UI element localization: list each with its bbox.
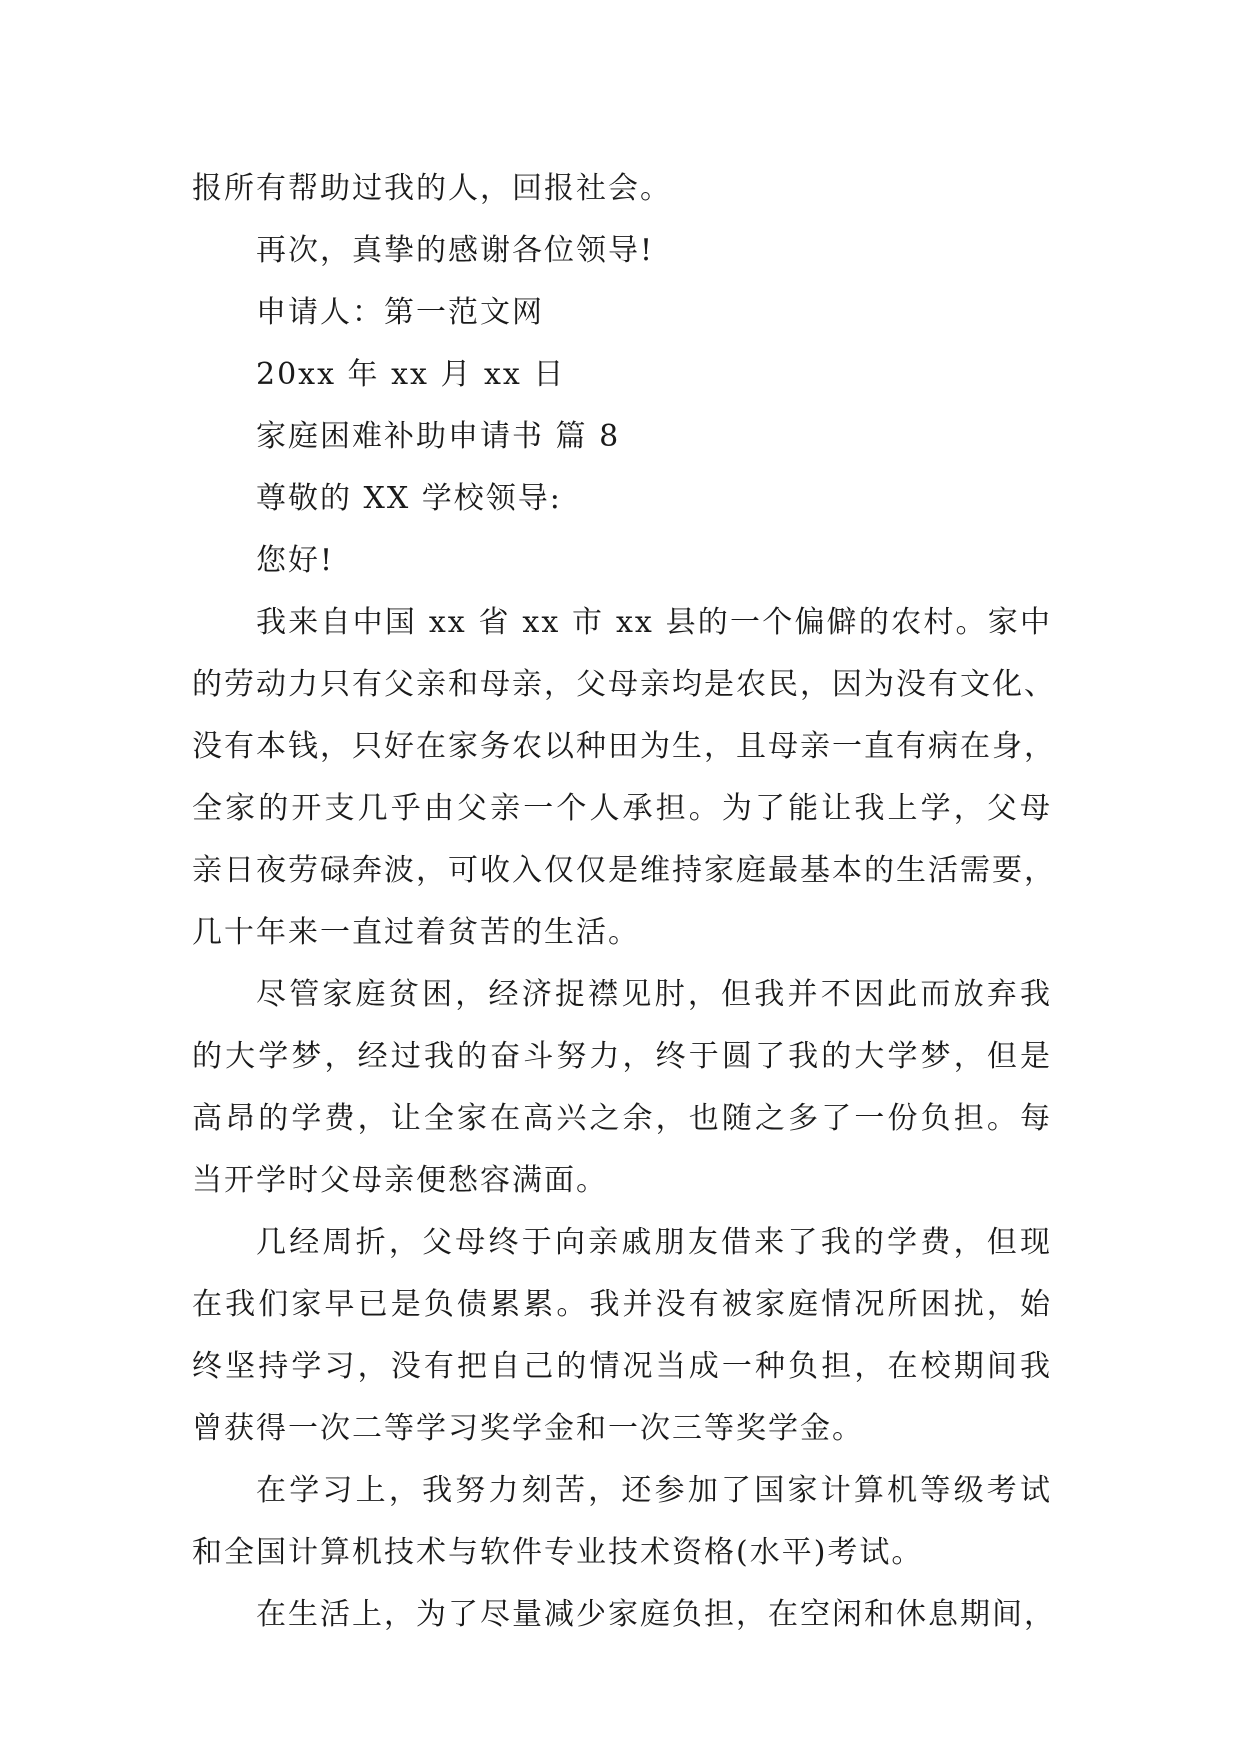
text-line: 亲日夜劳碌奔波，可收入仅仅是维持家庭最基本的生活需要， [192,853,1056,888]
text-line: 和全国计算机技术与软件专业技术资格(水平)考试。 [192,1535,924,1570]
text-line: 我来自中国 xx 省 xx 市 xx 县的一个偏僻的农村。家中 [256,605,1052,640]
text-line: 在生活上，为了尽量减少家庭负担，在空闲和休息期间， [256,1597,1056,1632]
text-line: 在我们家早已是负债累累。我并没有被家庭情况所困扰，始 [192,1287,1052,1322]
text-line: 几十年来一直过着贫苦的生活。 [192,915,640,950]
salutation: 尊敬的 XX 学校领导: [256,481,562,516]
text-line: 报所有帮助过我的人，回报社会。 [192,171,672,206]
text-line: 高昂的学费，让全家在高兴之余，也随之多了一份负担。每 [192,1101,1052,1136]
document-body [192,158,1056,1646]
text-line: 终坚持学习，没有把自己的情况当成一种负担，在校期间我 [192,1349,1052,1384]
text-line: 再次，真挚的感谢各位领导! [256,233,655,268]
text-line: 当开学时父母亲便愁容满面。 [192,1163,608,1198]
greeting: 您好! [256,543,335,578]
applicant-line: 申请人：第一范文网 [256,295,544,330]
text-line: 曾获得一次二等学习奖学金和一次三等奖学金。 [192,1411,864,1446]
text-line: 尽管家庭贫困，经济捉襟见肘，但我并不因此而放弃我 [256,977,1052,1012]
text-line: 在学习上，我努力刻苦，还参加了国家计算机等级考试 [256,1473,1052,1508]
date-line: 20xx 年 xx 月 xx 日 [256,357,566,392]
text-line: 全家的开支几乎由父亲一个人承担。为了能让我上学，父母 [192,791,1052,826]
section-title: 家庭困难补助申请书 篇 8 [256,419,621,454]
text-line: 没有本钱，只好在家务农以种田为生，且母亲一直有病在身， [192,729,1056,764]
text-line: 几经周折，父母终于向亲戚朋友借来了我的学费，但现 [256,1225,1052,1260]
text-line: 的大学梦，经过我的奋斗努力，终于圆了我的大学梦，但是 [192,1039,1052,1074]
text-line: 的劳动力只有父亲和母亲，父母亲均是农民，因为没有文化、 [192,667,1056,702]
